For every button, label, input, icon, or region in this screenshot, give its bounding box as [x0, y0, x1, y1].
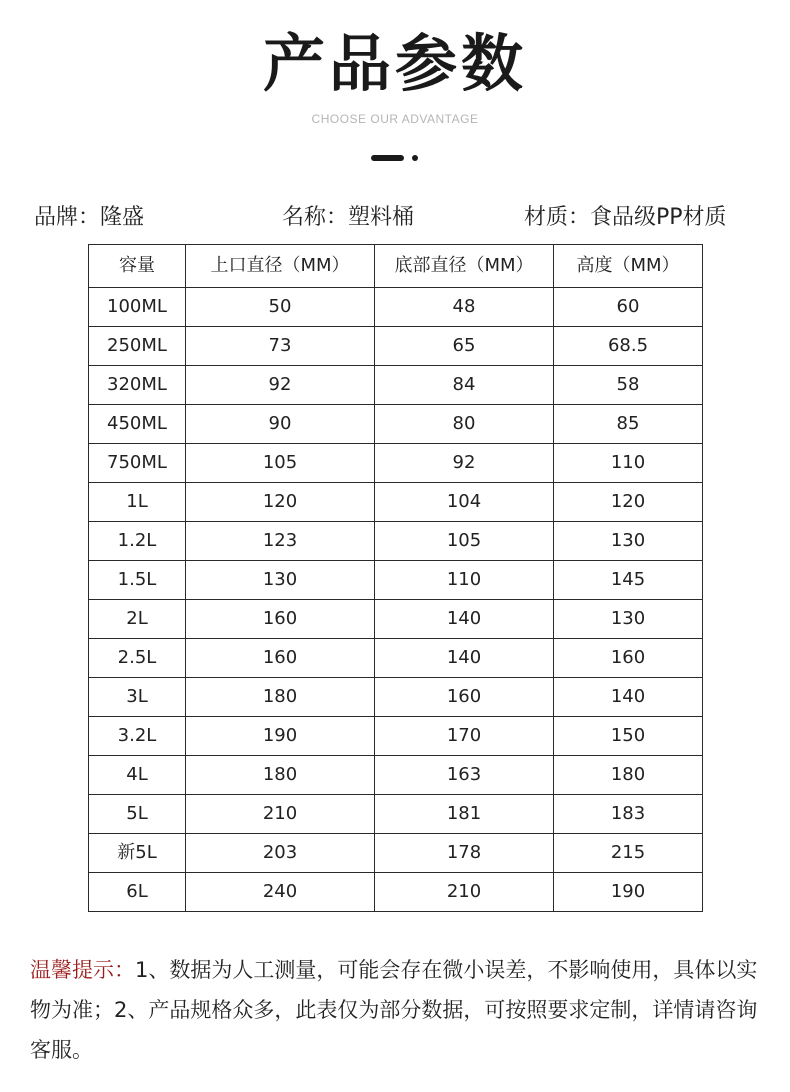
header-capacity: 容量	[89, 245, 186, 288]
cell-height: 215	[554, 834, 703, 873]
cell-height: 190	[554, 873, 703, 912]
cell-bottom-diameter: 65	[375, 327, 554, 366]
cell-top-diameter: 50	[186, 288, 375, 327]
cell-top-diameter: 130	[186, 561, 375, 600]
cell-capacity: 320ML	[89, 366, 186, 405]
cell-capacity: 3L	[89, 678, 186, 717]
cell-height: 68.5	[554, 327, 703, 366]
table-row	[89, 522, 703, 561]
cell-bottom-diameter: 110	[375, 561, 554, 600]
cell-bottom-diameter: 140	[375, 639, 554, 678]
cell-top-diameter: 210	[186, 795, 375, 834]
notice-text: 1、数据为人工测量，可能会存在微小误差，不影响使用，具体以实物为准；2、产品规格众多，此表仅为部分数据，可按照要求定制，详情请咨询客服。	[30, 958, 758, 1062]
cell-height: 58	[554, 366, 703, 405]
page-subtitle: CHOOSE OUR ADVANTAGE	[311, 112, 479, 126]
cell-top-diameter: 92	[186, 366, 375, 405]
cell-top-diameter: 73	[186, 327, 375, 366]
cell-capacity: 3.2L	[89, 717, 186, 756]
table-row	[89, 678, 703, 717]
cell-top-diameter: 180	[186, 678, 375, 717]
cell-top-diameter: 190	[186, 717, 375, 756]
cell-capacity: 4L	[89, 756, 186, 795]
decorative-dot	[412, 155, 418, 161]
table-row	[89, 873, 703, 912]
table-row	[89, 561, 703, 600]
table-row	[89, 483, 703, 522]
cell-bottom-diameter: 163	[375, 756, 554, 795]
header-top-diameter: 上口直径（MM）	[186, 245, 375, 288]
cell-capacity: 100ML	[89, 288, 186, 327]
cell-height: 160	[554, 639, 703, 678]
cell-capacity: 2L	[89, 600, 186, 639]
table-row	[89, 756, 703, 795]
cell-bottom-diameter: 48	[375, 288, 554, 327]
table-row	[89, 834, 703, 873]
cell-top-diameter: 90	[186, 405, 375, 444]
cell-capacity: 5L	[89, 795, 186, 834]
cell-bottom-diameter: 105	[375, 522, 554, 561]
cell-height: 150	[554, 717, 703, 756]
cell-bottom-diameter: 84	[375, 366, 554, 405]
cell-height: 145	[554, 561, 703, 600]
cell-height: 85	[554, 405, 703, 444]
cell-top-diameter: 180	[186, 756, 375, 795]
cell-height: 130	[554, 600, 703, 639]
cell-top-diameter: 240	[186, 873, 375, 912]
cell-height: 130	[554, 522, 703, 561]
product-name-info: 名称：塑料桶	[282, 205, 415, 230]
cell-bottom-diameter: 178	[375, 834, 554, 873]
cell-top-diameter: 123	[186, 522, 375, 561]
table-row	[89, 795, 703, 834]
cell-capacity: 新5L	[89, 834, 186, 873]
table-row	[89, 405, 703, 444]
cell-top-diameter: 203	[186, 834, 375, 873]
brand-info: 品牌：隆盛	[34, 205, 145, 230]
cell-height: 120	[554, 483, 703, 522]
cell-top-diameter: 120	[186, 483, 375, 522]
notice-paragraph	[30, 950, 766, 1070]
decorative-bar	[371, 155, 404, 161]
cell-bottom-diameter: 210	[375, 873, 554, 912]
table-header-row	[89, 245, 703, 288]
cell-bottom-diameter: 170	[375, 717, 554, 756]
material-info: 材质：食品级PP材质	[524, 205, 727, 230]
cell-capacity: 450ML	[89, 405, 186, 444]
cell-capacity: 1L	[89, 483, 186, 522]
cell-height: 183	[554, 795, 703, 834]
cell-bottom-diameter: 140	[375, 600, 554, 639]
cell-bottom-diameter: 104	[375, 483, 554, 522]
table-row	[89, 327, 703, 366]
cell-bottom-diameter: 92	[375, 444, 554, 483]
cell-capacity: 750ML	[89, 444, 186, 483]
table-row	[89, 366, 703, 405]
table-row	[89, 717, 703, 756]
cell-height: 140	[554, 678, 703, 717]
cell-capacity: 6L	[89, 873, 186, 912]
header-height: 高度（MM）	[554, 245, 703, 288]
cell-height: 110	[554, 444, 703, 483]
page-title: 产品参数	[262, 27, 527, 100]
cell-capacity: 250ML	[89, 327, 186, 366]
notice-label: 温馨提示：	[30, 958, 135, 982]
cell-top-diameter: 160	[186, 600, 375, 639]
cell-top-diameter: 160	[186, 639, 375, 678]
cell-capacity: 1.5L	[89, 561, 186, 600]
cell-bottom-diameter: 80	[375, 405, 554, 444]
cell-top-diameter: 105	[186, 444, 375, 483]
spec-table	[88, 244, 703, 912]
cell-capacity: 1.2L	[89, 522, 186, 561]
cell-height: 180	[554, 756, 703, 795]
table-row	[89, 288, 703, 327]
cell-height: 60	[554, 288, 703, 327]
cell-bottom-diameter: 160	[375, 678, 554, 717]
table-row	[89, 600, 703, 639]
cell-capacity: 2.5L	[89, 639, 186, 678]
cell-bottom-diameter: 181	[375, 795, 554, 834]
header-bottom-diameter: 底部直径（MM）	[375, 245, 554, 288]
table-row	[89, 444, 703, 483]
table-row	[89, 639, 703, 678]
